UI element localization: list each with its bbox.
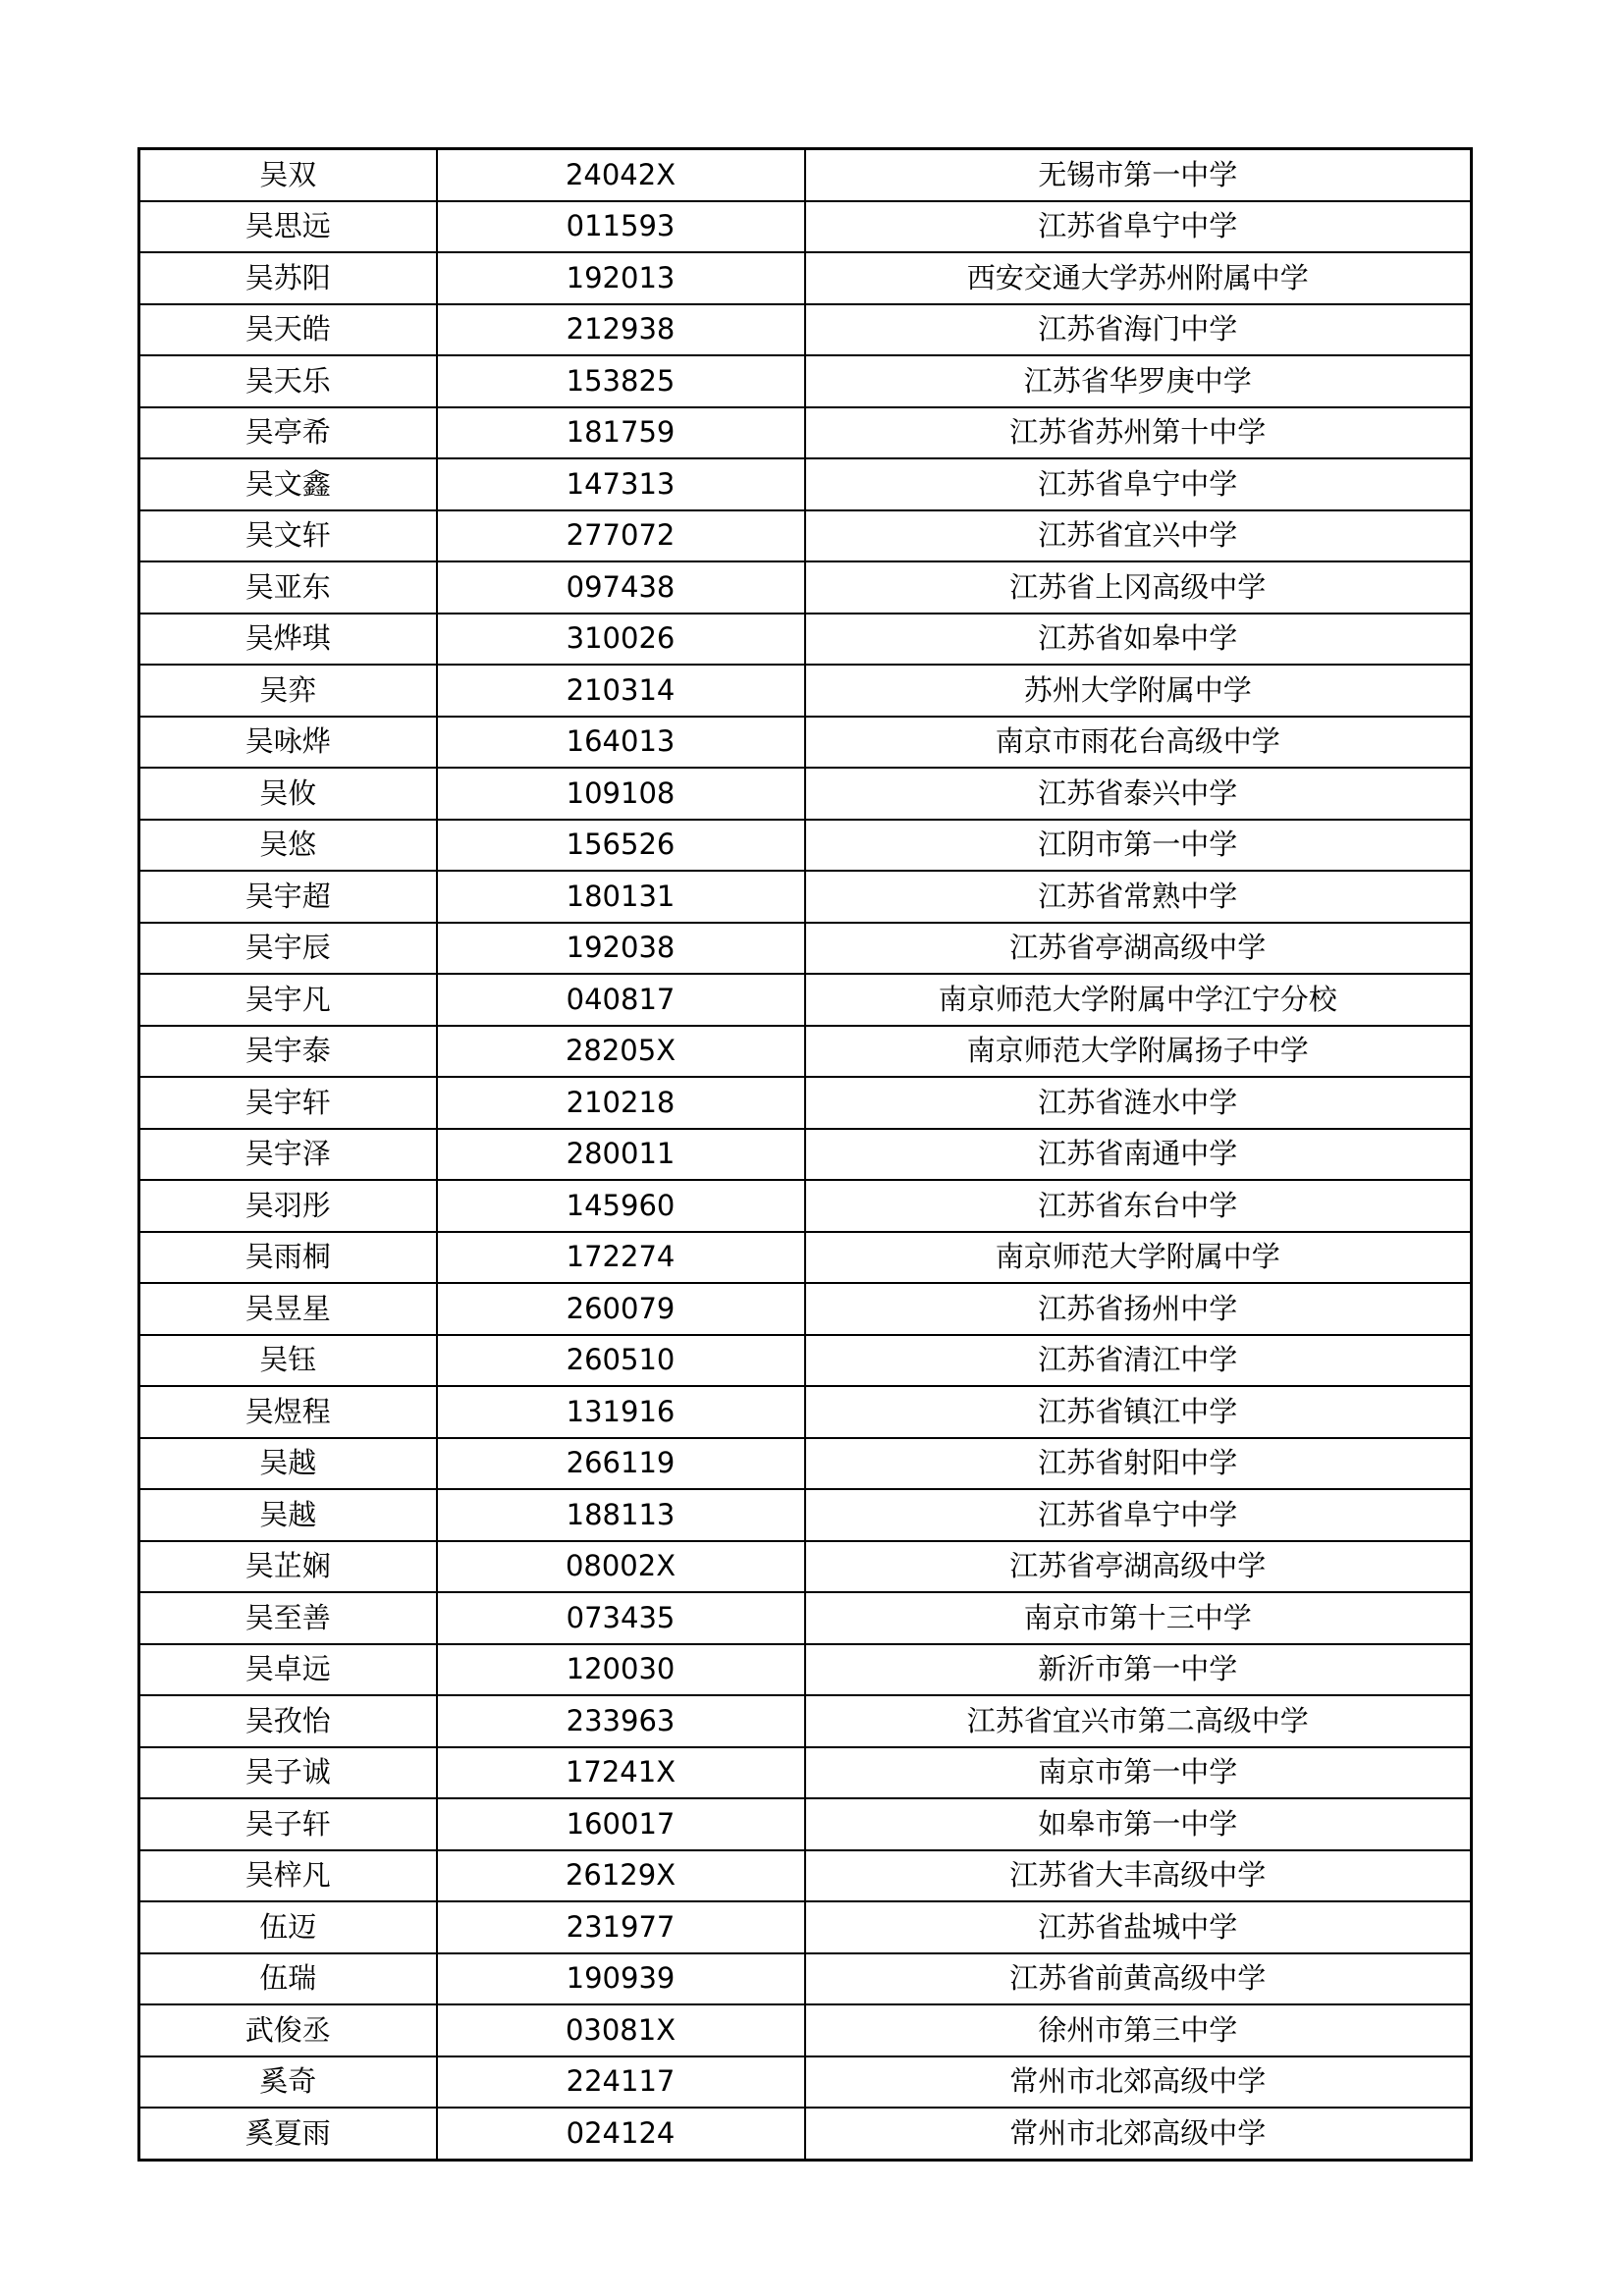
table-row bbox=[139, 2108, 1472, 2160]
student-name-cell: 吴至善 bbox=[139, 1592, 437, 1644]
student-id-cell: 210314 bbox=[437, 665, 805, 717]
student-name-cell: 吴卓远 bbox=[139, 1644, 437, 1696]
student-id-cell: 188113 bbox=[437, 1489, 805, 1541]
roster-table-body bbox=[139, 149, 1472, 2161]
student-id-cell: 131916 bbox=[437, 1386, 805, 1438]
table-row bbox=[139, 1386, 1472, 1438]
school-name-cell: 江苏省上冈高级中学 bbox=[805, 561, 1472, 614]
student-name-cell: 吴羽彤 bbox=[139, 1180, 437, 1232]
table-row bbox=[139, 974, 1472, 1026]
student-name-cell: 吴亭希 bbox=[139, 407, 437, 459]
student-id-cell: 153825 bbox=[437, 355, 805, 407]
school-name-cell: 江苏省海门中学 bbox=[805, 304, 1472, 356]
school-name-cell: 常州市北郊高级中学 bbox=[805, 2056, 1472, 2109]
student-id-cell: 160017 bbox=[437, 1798, 805, 1850]
table-row bbox=[139, 1129, 1472, 1181]
table-row bbox=[139, 201, 1472, 253]
school-name-cell: 江苏省涟水中学 bbox=[805, 1077, 1472, 1129]
student-id-cell: 260510 bbox=[437, 1335, 805, 1387]
table-row bbox=[139, 561, 1472, 614]
table-row bbox=[139, 820, 1472, 872]
school-name-cell: 西安交通大学苏州附属中学 bbox=[805, 252, 1472, 304]
student-name-cell: 吴孜怡 bbox=[139, 1695, 437, 1747]
student-id-cell: 109108 bbox=[437, 768, 805, 820]
table-row bbox=[139, 1489, 1472, 1541]
table-row bbox=[139, 1438, 1472, 1490]
table-row bbox=[139, 717, 1472, 769]
table-row bbox=[139, 1747, 1472, 1799]
table-row bbox=[139, 1644, 1472, 1696]
school-name-cell: 江苏省南通中学 bbox=[805, 1129, 1472, 1181]
student-name-cell: 吴昱星 bbox=[139, 1283, 437, 1335]
school-name-cell: 江苏省常熟中学 bbox=[805, 871, 1472, 923]
student-id-cell: 073435 bbox=[437, 1592, 805, 1644]
student-name-cell: 吴钰 bbox=[139, 1335, 437, 1387]
table-row bbox=[139, 355, 1472, 407]
student-id-cell: 172274 bbox=[437, 1232, 805, 1284]
student-name-cell: 吴越 bbox=[139, 1438, 437, 1490]
table-row bbox=[139, 614, 1472, 666]
student-id-cell: 180131 bbox=[437, 871, 805, 923]
table-row bbox=[139, 1901, 1472, 1953]
school-name-cell: 徐州市第三中学 bbox=[805, 2004, 1472, 2056]
school-name-cell: 江苏省亭湖高级中学 bbox=[805, 923, 1472, 975]
student-id-cell: 03081X bbox=[437, 2004, 805, 2056]
student-name-cell: 吴咏烨 bbox=[139, 717, 437, 769]
school-name-cell: 无锡市第一中学 bbox=[805, 149, 1472, 201]
student-id-cell: 192013 bbox=[437, 252, 805, 304]
student-id-cell: 224117 bbox=[437, 2056, 805, 2109]
student-name-cell: 吴文轩 bbox=[139, 510, 437, 562]
student-name-cell: 吴弈 bbox=[139, 665, 437, 717]
table-row bbox=[139, 1953, 1472, 2005]
table-row bbox=[139, 1850, 1472, 1902]
school-name-cell: 江苏省华罗庚中学 bbox=[805, 355, 1472, 407]
table-row bbox=[139, 149, 1472, 201]
school-name-cell: 如皋市第一中学 bbox=[805, 1798, 1472, 1850]
student-id-cell: 277072 bbox=[437, 510, 805, 562]
school-name-cell: 江苏省宜兴市第二高级中学 bbox=[805, 1695, 1472, 1747]
table-row bbox=[139, 1180, 1472, 1232]
student-id-cell: 231977 bbox=[437, 1901, 805, 1953]
student-name-cell: 吴攸 bbox=[139, 768, 437, 820]
student-name-cell: 吴宇超 bbox=[139, 871, 437, 923]
table-row bbox=[139, 1232, 1472, 1284]
school-name-cell: 江苏省苏州第十中学 bbox=[805, 407, 1472, 459]
school-name-cell: 江苏省阜宁中学 bbox=[805, 458, 1472, 510]
student-name-cell: 吴悠 bbox=[139, 820, 437, 872]
school-name-cell: 江苏省亭湖高级中学 bbox=[805, 1541, 1472, 1593]
student-name-cell: 吴亚东 bbox=[139, 561, 437, 614]
student-name-cell: 吴宇泰 bbox=[139, 1026, 437, 1078]
table-row bbox=[139, 871, 1472, 923]
table-row bbox=[139, 2004, 1472, 2056]
student-id-cell: 08002X bbox=[437, 1541, 805, 1593]
school-name-cell: 江苏省清江中学 bbox=[805, 1335, 1472, 1387]
school-name-cell: 江阴市第一中学 bbox=[805, 820, 1472, 872]
table-row bbox=[139, 665, 1472, 717]
student-id-cell: 011593 bbox=[437, 201, 805, 253]
student-name-cell: 吴宇辰 bbox=[139, 923, 437, 975]
school-name-cell: 南京师范大学附属中学江宁分校 bbox=[805, 974, 1472, 1026]
student-name-cell: 伍迈 bbox=[139, 1901, 437, 1953]
roster-table bbox=[137, 147, 1473, 2162]
student-name-cell: 吴芷娴 bbox=[139, 1541, 437, 1593]
student-name-cell: 吴苏阳 bbox=[139, 252, 437, 304]
table-row bbox=[139, 407, 1472, 459]
student-id-cell: 28205X bbox=[437, 1026, 805, 1078]
student-id-cell: 212938 bbox=[437, 304, 805, 356]
student-id-cell: 147313 bbox=[437, 458, 805, 510]
school-name-cell: 江苏省扬州中学 bbox=[805, 1283, 1472, 1335]
student-id-cell: 210218 bbox=[437, 1077, 805, 1129]
school-name-cell: 江苏省盐城中学 bbox=[805, 1901, 1472, 1953]
student-name-cell: 奚夏雨 bbox=[139, 2108, 437, 2160]
student-name-cell: 吴宇凡 bbox=[139, 974, 437, 1026]
student-name-cell: 吴双 bbox=[139, 149, 437, 201]
school-name-cell: 江苏省泰兴中学 bbox=[805, 768, 1472, 820]
school-name-cell: 新沂市第一中学 bbox=[805, 1644, 1472, 1696]
table-row bbox=[139, 1283, 1472, 1335]
table-row bbox=[139, 252, 1472, 304]
school-name-cell: 苏州大学附属中学 bbox=[805, 665, 1472, 717]
school-name-cell: 江苏省阜宁中学 bbox=[805, 1489, 1472, 1541]
student-id-cell: 310026 bbox=[437, 614, 805, 666]
school-name-cell: 江苏省如皋中学 bbox=[805, 614, 1472, 666]
table-row bbox=[139, 1592, 1472, 1644]
school-name-cell: 江苏省前黄高级中学 bbox=[805, 1953, 1472, 2005]
student-id-cell: 192038 bbox=[437, 923, 805, 975]
school-name-cell: 南京市第一中学 bbox=[805, 1747, 1472, 1799]
table-row bbox=[139, 304, 1472, 356]
student-name-cell: 吴宇泽 bbox=[139, 1129, 437, 1181]
student-id-cell: 181759 bbox=[437, 407, 805, 459]
student-id-cell: 145960 bbox=[437, 1180, 805, 1232]
student-id-cell: 233963 bbox=[437, 1695, 805, 1747]
student-name-cell: 吴越 bbox=[139, 1489, 437, 1541]
student-name-cell: 伍瑞 bbox=[139, 1953, 437, 2005]
student-name-cell: 吴雨桐 bbox=[139, 1232, 437, 1284]
table-row bbox=[139, 768, 1472, 820]
student-name-cell: 吴子轩 bbox=[139, 1798, 437, 1850]
table-row bbox=[139, 510, 1472, 562]
student-name-cell: 吴梓凡 bbox=[139, 1850, 437, 1902]
school-name-cell: 江苏省宜兴中学 bbox=[805, 510, 1472, 562]
student-name-cell: 武俊丞 bbox=[139, 2004, 437, 2056]
student-id-cell: 17241X bbox=[437, 1747, 805, 1799]
student-id-cell: 24042X bbox=[437, 149, 805, 201]
school-name-cell: 南京市第十三中学 bbox=[805, 1592, 1472, 1644]
student-id-cell: 156526 bbox=[437, 820, 805, 872]
student-name-cell: 吴天皓 bbox=[139, 304, 437, 356]
student-name-cell: 吴天乐 bbox=[139, 355, 437, 407]
student-name-cell: 吴子诚 bbox=[139, 1747, 437, 1799]
table-row bbox=[139, 2056, 1472, 2109]
school-name-cell: 南京市雨花台高级中学 bbox=[805, 717, 1472, 769]
student-name-cell: 吴文鑫 bbox=[139, 458, 437, 510]
student-id-cell: 26129X bbox=[437, 1850, 805, 1902]
table-row bbox=[139, 1541, 1472, 1593]
table-row bbox=[139, 458, 1472, 510]
table-row bbox=[139, 1335, 1472, 1387]
school-name-cell: 江苏省东台中学 bbox=[805, 1180, 1472, 1232]
school-name-cell: 江苏省大丰高级中学 bbox=[805, 1850, 1472, 1902]
student-name-cell: 奚奇 bbox=[139, 2056, 437, 2109]
student-id-cell: 266119 bbox=[437, 1438, 805, 1490]
school-name-cell: 常州市北郊高级中学 bbox=[805, 2108, 1472, 2160]
student-id-cell: 120030 bbox=[437, 1644, 805, 1696]
table-row bbox=[139, 1798, 1472, 1850]
student-id-cell: 280011 bbox=[437, 1129, 805, 1181]
student-id-cell: 097438 bbox=[437, 561, 805, 614]
school-name-cell: 江苏省镇江中学 bbox=[805, 1386, 1472, 1438]
table-row bbox=[139, 1077, 1472, 1129]
school-name-cell: 江苏省阜宁中学 bbox=[805, 201, 1472, 253]
student-name-cell: 吴思远 bbox=[139, 201, 437, 253]
student-id-cell: 164013 bbox=[437, 717, 805, 769]
student-name-cell: 吴宇轩 bbox=[139, 1077, 437, 1129]
table-row bbox=[139, 923, 1472, 975]
student-name-cell: 吴烨琪 bbox=[139, 614, 437, 666]
student-name-cell: 吴煜程 bbox=[139, 1386, 437, 1438]
student-id-cell: 260079 bbox=[437, 1283, 805, 1335]
table-row bbox=[139, 1695, 1472, 1747]
student-id-cell: 024124 bbox=[437, 2108, 805, 2160]
school-name-cell: 南京师范大学附属中学 bbox=[805, 1232, 1472, 1284]
school-name-cell: 南京师范大学附属扬子中学 bbox=[805, 1026, 1472, 1078]
school-name-cell: 江苏省射阳中学 bbox=[805, 1438, 1472, 1490]
student-id-cell: 040817 bbox=[437, 974, 805, 1026]
table-row bbox=[139, 1026, 1472, 1078]
student-id-cell: 190939 bbox=[437, 1953, 805, 2005]
